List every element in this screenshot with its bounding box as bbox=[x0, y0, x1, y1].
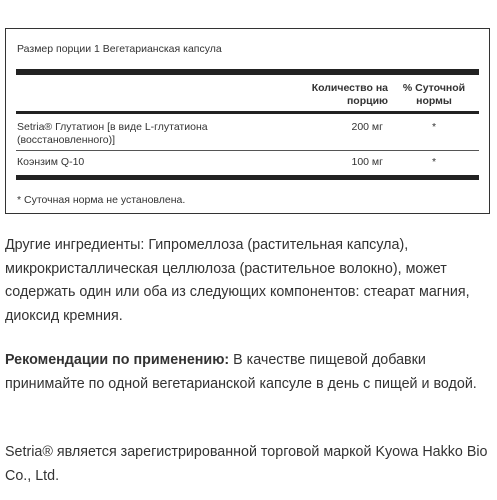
row-divider bbox=[16, 150, 479, 151]
daily-value-footnote: * Суточная норма не установлена. bbox=[17, 194, 186, 206]
ingredient-daily-value: * bbox=[431, 121, 437, 133]
ingredient-name: Коэнзим Q-10 bbox=[17, 156, 85, 168]
ingredient-amount: 200 мг bbox=[351, 121, 383, 133]
ingredient-daily-value: * bbox=[431, 156, 437, 168]
medium-divider bbox=[16, 111, 479, 114]
bottom-thick-divider bbox=[16, 175, 479, 180]
usage-paragraph bbox=[5, 349, 490, 396]
serving-size: Размер порции 1 Вегетарианская капсула bbox=[17, 43, 222, 55]
other-ingredients-paragraph: Другие ингредиенты: Гипромеллоза (растительная капсула), микрокристаллическая целлюлоза (растительное волокно), может содержать один или оба из следующих компонентов: стеарат магния, диоксид кремния. bbox=[5, 237, 470, 324]
thick-divider bbox=[16, 69, 479, 75]
trademark-paragraph: Setria® является зарегистрированной торговой маркой Kyowa Hakko Bio Co., Ltd. bbox=[5, 444, 488, 484]
daily-value-header: % Суточной нормы bbox=[402, 82, 466, 107]
usage-text: В качестве пищевой добавки принимайте по одной вегетарианской капсуле в день с пищей и водой. bbox=[5, 352, 477, 392]
ingredient-amount: 100 мг bbox=[351, 156, 383, 168]
supplement-facts-panel bbox=[5, 28, 490, 214]
ingredient-name: Setria® Глутатион [в виде L-глутатиона (восстановленного)] bbox=[17, 121, 208, 146]
usage-label: Рекомендации по применению: bbox=[5, 352, 230, 368]
amount-per-serving-header: Количество на порцию bbox=[311, 82, 388, 107]
